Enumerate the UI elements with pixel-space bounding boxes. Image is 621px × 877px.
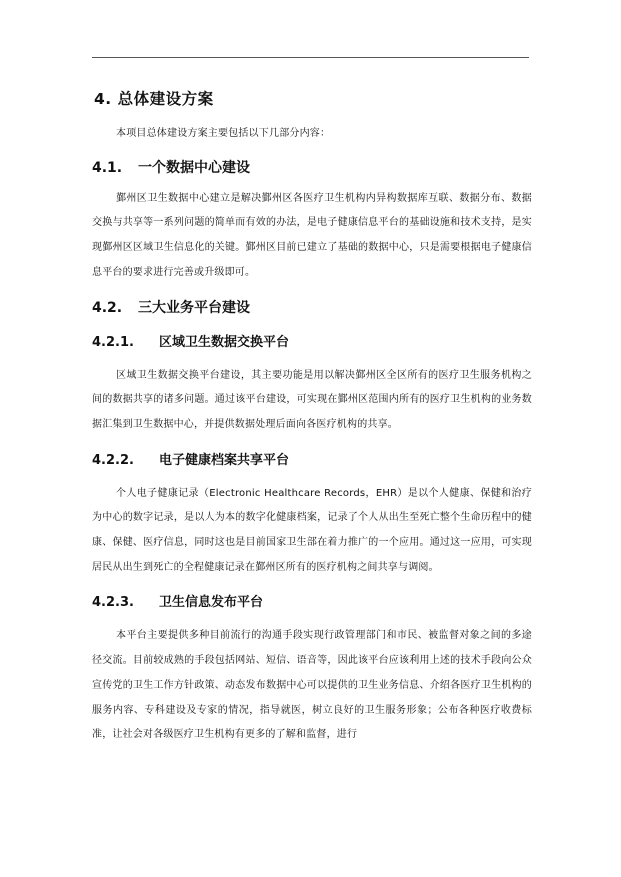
intro-paragraph: 本项目总体建设方案主要包括以下几部分内容：: [116, 128, 331, 139]
heading-4-2-1: [92, 332, 532, 354]
heading-4-2-2-title: 电子健康档案共享平台: [159, 452, 290, 468]
paragraph-4-1: 鄞州区卫生数据中心建立是解决鄞州区各医疗卫生机构内异构数据库互联、数据分布、数据交换与共享等一系列问题的简单而有效的办法，是电子健康信息平台的基础设施和技术支持，是实现鄞州区区域卫生信息化的关键。鄞州区目前已建立了基础的数据中心，只是需要根据电子健康信息平台的要求进行完善或升级即可。: [92, 192, 532, 278]
heading-4-2-number: 4.2.: [92, 299, 123, 316]
heading-4-2-1-number: 4.2.1.: [92, 334, 134, 350]
paragraph-4-2-1: 区域卫生数据交换平台建设，其主要功能是用以解决鄞州区全区所有的医疗卫生服务机构之间的数据共享的诸多问题。通过该平台建设，可实现在鄞州区范围内所有的医疗卫生机构的业务数据汇集到卫生数据中心，并提供数据处理后面向各医疗机构的共享。: [92, 369, 532, 430]
heading-4-2: [92, 297, 532, 319]
heading-4-2-2-number: 4.2.2.: [92, 452, 134, 468]
heading-4-2-2: [92, 450, 532, 472]
heading-4-2-3-number: 4.2.3.: [92, 595, 134, 611]
heading-4-1: [92, 157, 532, 179]
document-body: [92, 88, 532, 748]
heading-4-1-number: 4.1.: [92, 159, 123, 176]
header-rule: [92, 57, 529, 58]
paragraph-4-2-2: 个人电子健康记录（Electronic Healthcare Records，EHR）是以个人健康、保健和治疗为中心的数字记录，是以人为本的数字化健康档案，记录了个人从出生至死亡整个生命历程中的健康、保健、医疗信息，同时这也是目前国家卫生部在着力推广的一个应用。通过这一应用，可实现居民从出生到死亡的全程健康记录在鄞州区所有的医疗机构之间共享与调阅。: [92, 487, 532, 573]
heading-4-title: 总体建设方案: [117, 90, 214, 108]
heading-4-2-title: 三大业务平台建设: [138, 299, 250, 316]
heading-4-2-1-title: 区域卫生数据交换平台: [159, 334, 290, 350]
heading-4-1-title: 一个数据中心建设: [138, 159, 250, 176]
heading-4-2-3: [92, 592, 532, 614]
heading-4: [94, 88, 532, 110]
heading-4-2-3-title: 卫生信息发布平台: [159, 595, 264, 611]
paragraph-4-2-3: 本平台主要提供多种目前流行的沟通手段实现行政管理部门和市民、被监督对象之间的多途径交流。目前较成熟的手段包括网站、短信、语音等，因此该平台应该利用上述的技术手段向公众宣传党的卫生工作方针政策、动态发布数据中心可以提供的卫生业务信息、介绍各医疗卫生机构的服务内容、专科建设及专家的情况，指导就医，树立良好的卫生服务形象；公布各种医疗收费标准，让社会对各级医疗卫生机构有更多的了解和监督，进行: [92, 630, 532, 741]
heading-4-number: 4.: [94, 90, 112, 108]
